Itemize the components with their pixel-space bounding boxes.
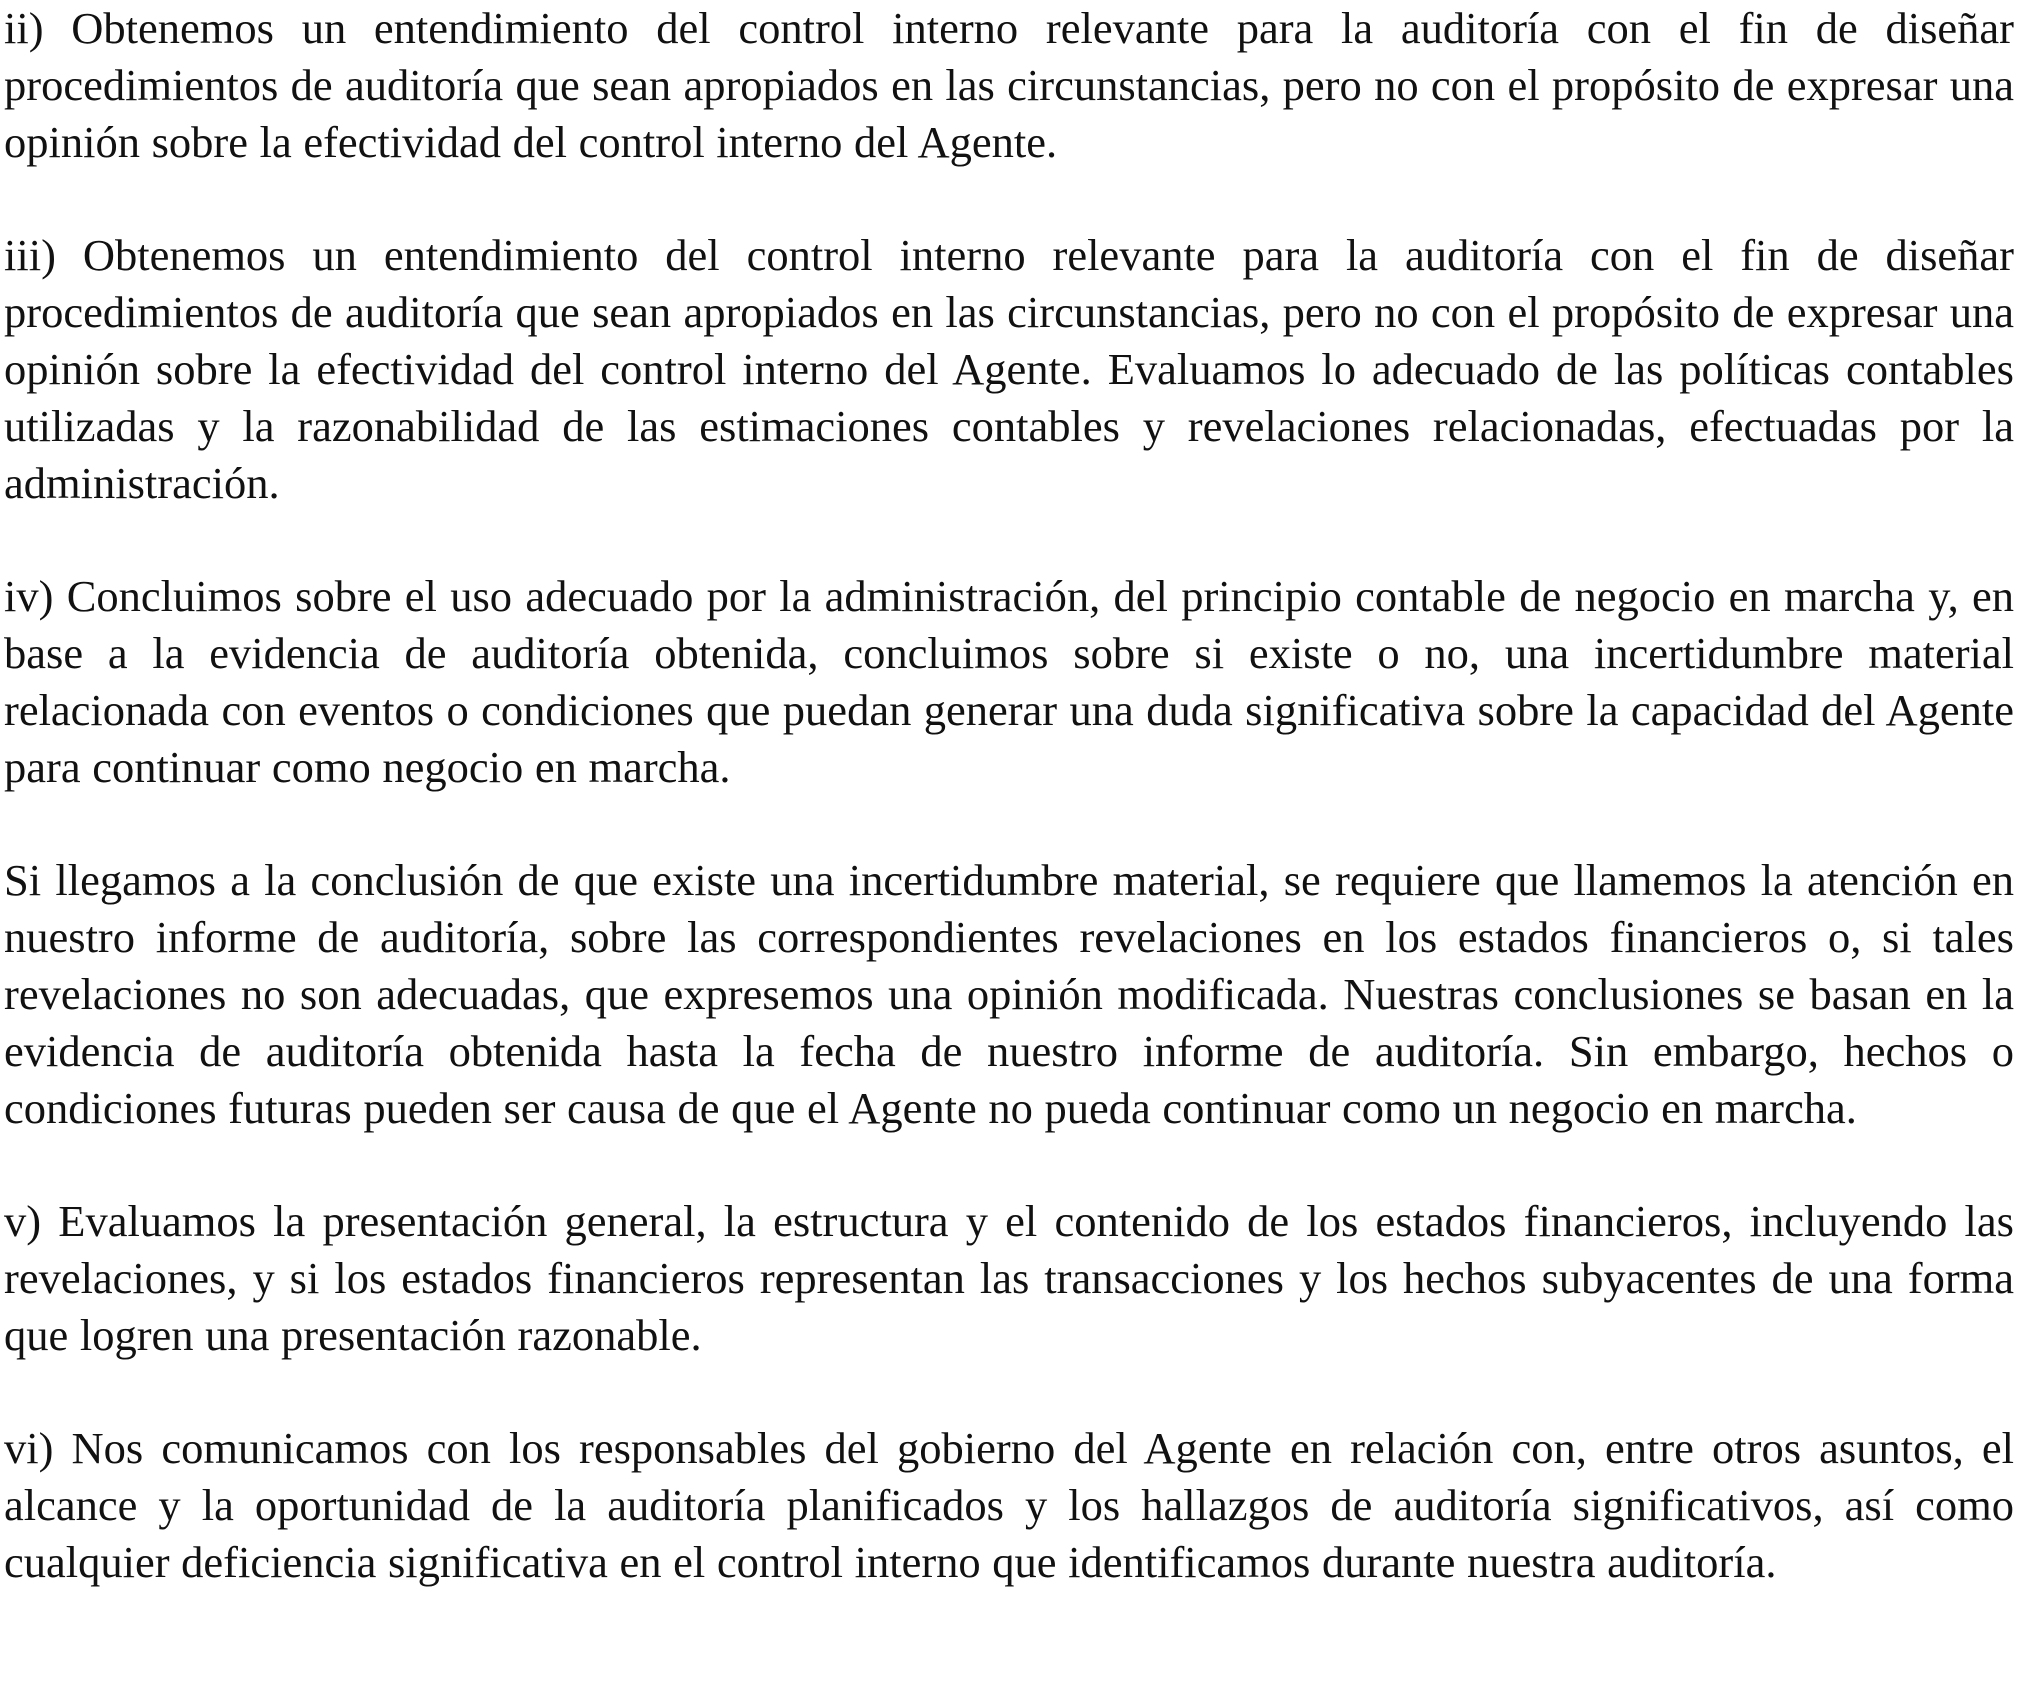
paragraph-v: v) Evaluamos la presentación general, la estructura y el contenido de los estados financieros, incluyendo las revelaciones, y si los estados financieros representan las transacciones y los hechos subyacentes de una forma que logren una presentación razonable. (4, 1196, 2014, 1360)
paragraph-ii: ii) Obtenemos un entendimiento del control interno relevante para la auditoría con el fin de diseñar procedimientos de auditoría que sean apropiados en las circunstancias, pero no con el propósito de expresar una opinión sobre la efectividad del control interno del Agente. (4, 3, 2014, 167)
paragraph-iii: iii) Obtenemos un entendimiento del control interno relevante para la auditoría con el fin de diseñar procedimientos de auditoría que sean apropiados en las circunstancias, pero no con el propósito de expresar una opinión sobre la efectividad del control interno del Agente. Evaluamos lo adecuado de las políticas contables utilizadas y la razonabilidad de las estimaciones contables y revelaciones relacionadas, efectuadas por la administración. (4, 230, 2014, 508)
paragraph-material-uncertainty: Si llegamos a la conclusión de que existe una incertidumbre material, se requiere que llamemos la atención en nuestro informe de auditoría, sobre las correspondientes revelaciones en los estados financieros o, si tales revelaciones no son adecuadas, que expresemos una opinión modificada. Nuestras conclusiones se basan en la evidencia de auditoría obtenida hasta la fecha de nuestro informe de auditoría. Sin embargo, hechos o condiciones futuras pueden ser causa de que el Agente no pueda continuar como un negocio en marcha. (4, 855, 2014, 1133)
paragraph-vi: vi) Nos comunicamos con los responsables del gobierno del Agente en relación con, entre otros asuntos, el alcance y la oportunidad de la auditoría planificados y los hallazgos de auditoría significativos, así como cualquier deficiencia significativa en el control interno que identificamos durante nuestra auditoría. (4, 1423, 2014, 1587)
paragraph-iv: iv) Concluimos sobre el uso adecuado por la administración, del principio contable de negocio en marcha y, en base a la evidencia de auditoría obtenida, concluimos sobre si existe o no, una incertidumbre material relacionada con eventos o condiciones que puedan generar una duda significativa sobre la capacidad del Agente para continuar como negocio en marcha. (4, 571, 2014, 792)
document-body (4, 0, 2014, 1591)
